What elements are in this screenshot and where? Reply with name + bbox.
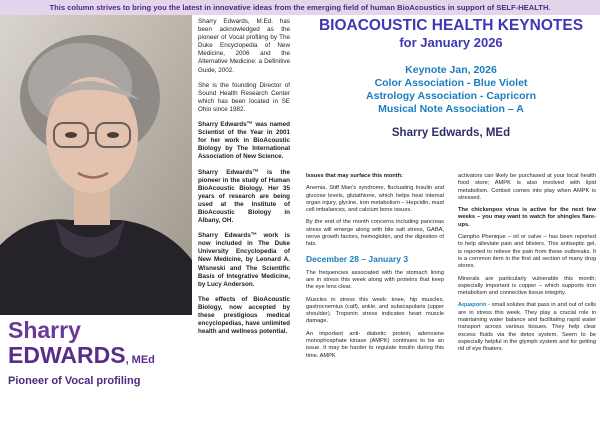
keynote-musical-note: Musical Note Association – A: [378, 103, 524, 115]
author-portrait-photo: [0, 15, 192, 315]
article-paragraph: Muscles in stress this week: knee, hip muscles, gastrocnemius (calf), ankle, and subscapularis (upper shoulder). Troponin stress indicates heart muscle damage.: [306, 296, 444, 325]
article-title: BIOACOUSTIC HEALTH KEYNOTES: [318, 17, 584, 34]
author-name-block: [8, 318, 192, 418]
aquaporin-text: - small solutes that pass in and out of cells are in stress this week. They play a crucial role in maintaining water balance and facilitating rapid water transport across various tissues. They help clear excess fluids via the detox system. Seem to be especially helpful in the glymph system and for getting rid of eye floaters.: [458, 302, 596, 353]
article-paragraph: Campho Phenique – oil or salve – has been reported to help alleviate pain and blisters. This antiseptic gel, is reported to relieve the pain from these outbreaks. It is a common item in the first aid section of many drug stores.: [458, 234, 596, 270]
article-left-column: [306, 173, 444, 420]
chickenpox-note: The chickenpox virus is active for the next few weeks – you may want to watch for shingles flare-ups.: [458, 207, 596, 228]
article-paragraph: activators can likely be purchased at your local health food store; AMPK is also involved with lipid metabolism. Cortisol comes into play when AMPK is stressed.: [458, 173, 596, 201]
author-suffix: , MEd: [125, 354, 155, 366]
article-author: Sharry Edwards, MEd: [391, 127, 511, 139]
keynote-astrology: Astrology Association - Capricorn: [366, 90, 536, 102]
bio-paragraph: The effects of BioAcoustic Biology, now accepted by these prestigious medical encyclopedias, have unlimited health and wellness potential.: [198, 295, 290, 336]
author-first-name: Sharry: [8, 317, 81, 343]
keynote-date: Keynote Jan, 2026: [405, 64, 497, 76]
top-banner: This column strives to bring you the latest in innovative ideas from the emerging field of human BioAcoustics in support of SELF-HEALTH.: [0, 0, 600, 15]
issues-label: Issues that may surface this month:: [306, 173, 404, 179]
week-heading: December 28 – January 3: [306, 253, 409, 264]
article-subtitle: for January 2026: [399, 35, 503, 50]
bio-paragraph: Sharry Edwards™ was named Scientist of the Year in 2001 for her work in BioAcoustic Biology by The International Association of New Science.: [198, 121, 290, 161]
aquaporin-paragraph: [458, 302, 596, 353]
author-bio: [198, 18, 290, 418]
keynote-color: Color Association - Blue Violet: [374, 77, 528, 89]
article-paragraph: Anemia, Stiff Man's syndrome, fluctuating Insulin and glucose levels, glutathione, which helps heal internal organ injury, glycine, iron metabolism – Hepcidin, mast cell imbalances, and calcium bone issues.: [306, 185, 444, 214]
article-paragraph: Minerals are particularly vulnerable this month; especially important is copper – which supports iron metabolism and connective tissue integrity.: [458, 275, 596, 297]
bio-paragraph: Sharry Edwards™ is the pioneer in the study of Human BioAcoustic Biology. Her 35 years of research are being used at the Institute of BioAcoustic Biology in Albany, OH.: [198, 168, 290, 225]
bio-paragraph: She is the founding Director of Sound Health Research Center which has been located in SE Ohio since 1982.: [198, 81, 290, 113]
article-paragraph: An important anti- diabetic protein, adenosine monophosphate kinase (AMPK) continues to be an issue. It may be harder to regulate insulin during this time. AMPK: [306, 330, 444, 359]
author-tagline: Pioneer of Vocal profiling: [8, 375, 141, 387]
article-paragraph: The frequencies associated with the stomach lining are in stress this week along with proteins that keep the eye lens clear.: [306, 269, 444, 291]
keynote-info: [306, 64, 596, 116]
author-last-name-text: EDWARDS: [8, 342, 126, 368]
aquaporin-label: Aquaporin: [458, 302, 487, 309]
article-paragraph: By the end of the month concerns including pancreas stress will emerge along with bile salt stress, GABA, nerve growth factors, hemoglobin, and the digestion of fats.: [306, 219, 444, 248]
author-last-name: [8, 343, 192, 372]
bio-paragraph: Sharry Edwards, M.Ed. has been acknowledged as the pioneer of Vocal profiling by The Duke Encyclopedia of New Medicine, 2006 and the Alternative Medicine: a Definitive Guide, 2002.: [198, 18, 290, 74]
keynotes-article: [306, 16, 596, 420]
article-right-column: [458, 173, 596, 420]
article-columns: [306, 173, 596, 420]
bio-paragraph: Sharry Edwards™ work is now included in The Duke University Encyclopedia of New Medicine, by Leonard A. Wisneski and The Scientific Basis of Integrative Medicine, by Lucy Anderson.: [198, 232, 290, 288]
